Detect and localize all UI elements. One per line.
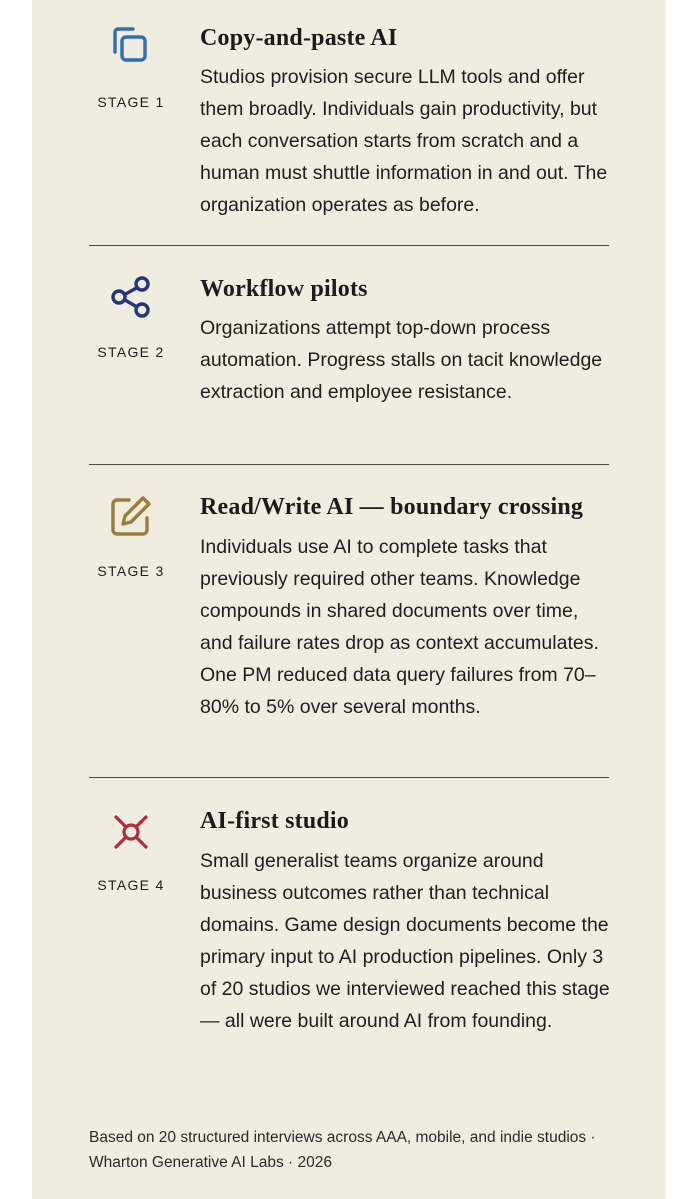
source-footnote: Based on 20 structured interviews across AAA, mobile, and indie studios · Wharton Generative AI Labs · 2026: [89, 1129, 596, 1171]
stage-description: Small generalist teams organize around business outcomes rather than technical domains. Game design documents become the primary input to AI production pipelines. Only 3 of 20 studios we interviewed reached this stage — all were built around AI from founding.: [200, 850, 610, 1032]
divider: [89, 245, 609, 246]
stage-label: STAGE 3: [97, 563, 165, 579]
stage-title: AI-first studio: [200, 808, 350, 834]
stage-title: Workflow pilots: [200, 276, 368, 302]
stage-description: Studios provision secure LLM tools and offer them broadly. Individuals gain productivity, but each conversation starts from scratch and a human must shuttle information in and out. The organization operates as before.: [200, 66, 608, 216]
scissors-x-icon: [109, 810, 153, 854]
stages-card: [32, 0, 666, 1199]
share-icon: [109, 275, 153, 319]
stage-label: STAGE 4: [97, 877, 165, 893]
stage-title: Read/Write AI — boundary crossing: [200, 494, 584, 520]
stage-description: Individuals use AI to complete tasks that previously required other teams. Knowledge compounds in shared documents over time, and failure rates drop as context accumulates. One PM reduced data query failures from 70–80% to 5% over several months.: [200, 536, 599, 718]
stage-label: STAGE 1: [97, 94, 165, 110]
stage-label: STAGE 2: [97, 344, 165, 360]
stage-title: Copy-and-paste AI: [200, 25, 398, 51]
divider: [89, 464, 609, 465]
edit-icon: [109, 494, 153, 538]
stage-description: Organizations attempt top-down process automation. Progress stalls on tacit knowledge extraction and employee resistance.: [200, 317, 603, 403]
copy-icon: [109, 24, 153, 68]
divider: [89, 777, 609, 778]
